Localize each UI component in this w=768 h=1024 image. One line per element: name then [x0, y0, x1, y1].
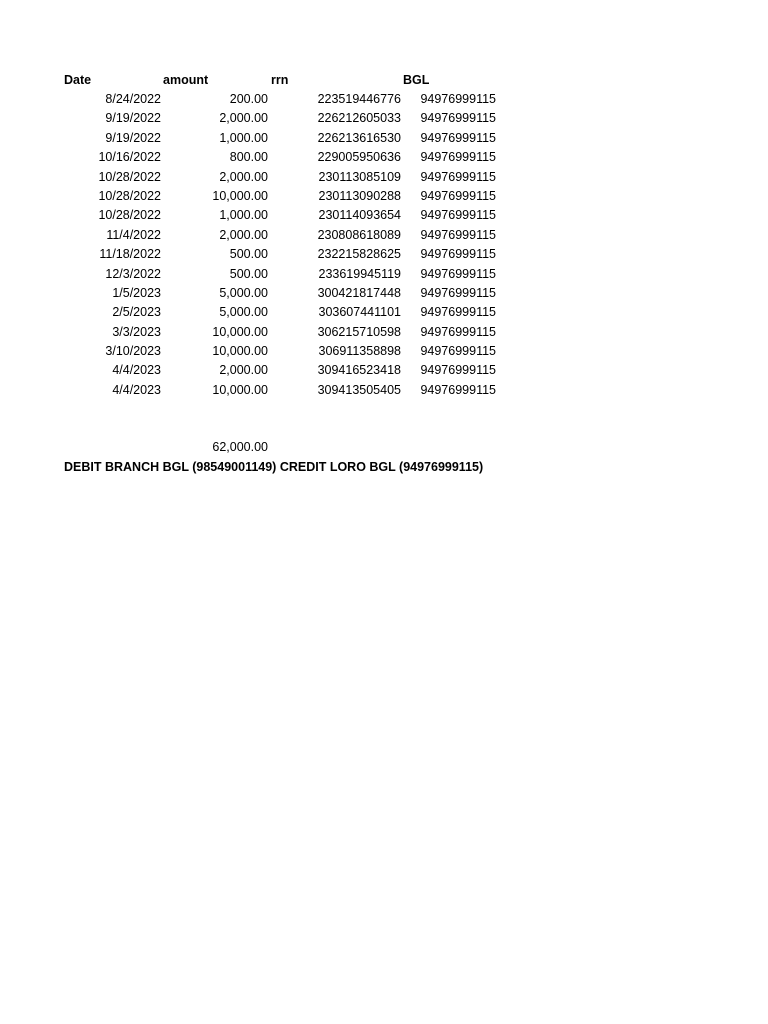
- cell-date: 8/24/2022: [105, 92, 161, 106]
- cell-date: 3/3/2023: [112, 324, 161, 339]
- cell-rrn: 230808618089: [317, 227, 401, 242]
- cell-bgl: 94976999115: [420, 150, 496, 165]
- table-row: [0, 129, 768, 148]
- cell-bgl: 94976999115: [420, 130, 496, 145]
- cell-date: 9/19/2022: [105, 111, 161, 126]
- cell-rrn: 230114093654: [318, 208, 401, 223]
- cell-amount: 5,000.00: [219, 305, 268, 320]
- cell-bgl: 94976999115: [420, 382, 496, 397]
- cell-amount: 500.00: [229, 266, 268, 281]
- cell-date: 11/18/2022: [99, 247, 161, 262]
- cell-rrn: 233619945119: [318, 266, 401, 281]
- cell-rrn: 223519446776: [317, 92, 401, 106]
- header-date: Date: [64, 73, 92, 87]
- cell-date: 3/10/2023: [105, 344, 161, 359]
- cell-bgl: 94976999115: [420, 111, 496, 126]
- cell-amount: 2,000.00: [219, 227, 268, 242]
- header-amount: amount: [163, 73, 209, 87]
- table-row: [0, 206, 768, 225]
- cell-date: 4/4/2023: [112, 363, 161, 378]
- cell-amount: 500.00: [229, 247, 268, 262]
- header-rrn: rrn: [271, 73, 289, 87]
- total-amount: 62,000.00: [212, 440, 268, 454]
- cell-bgl: 94976999115: [420, 247, 496, 262]
- cell-date: 2/5/2023: [112, 305, 161, 320]
- cell-rrn: 226213616530: [317, 130, 401, 145]
- table-row: [0, 109, 768, 128]
- cell-rrn: 306911358898: [318, 344, 401, 359]
- table-row: [0, 284, 768, 303]
- cell-bgl: 94976999115: [420, 188, 496, 203]
- cell-date: 10/28/2022: [98, 208, 161, 223]
- table-row: [0, 381, 768, 400]
- cell-rrn: 230113090288: [318, 188, 401, 203]
- cell-amount: 10,000.00: [212, 324, 268, 339]
- cell-amount: 200.00: [229, 92, 268, 106]
- table-row: [0, 90, 768, 109]
- posting-note: DEBIT BRANCH BGL (98549001149) CREDIT LORO BGL (94976999115): [64, 460, 484, 474]
- cell-amount: 800.00: [229, 150, 268, 165]
- cell-amount: 10,000.00: [212, 344, 268, 359]
- table-row: [0, 265, 768, 284]
- cell-date: 10/16/2022: [98, 150, 161, 165]
- cell-date: 9/19/2022: [105, 130, 161, 145]
- table-row: [0, 303, 768, 322]
- cell-bgl: 94976999115: [420, 208, 496, 223]
- cell-bgl: 94976999115: [420, 305, 496, 320]
- cell-bgl: 94976999115: [420, 324, 496, 339]
- cell-rrn: 309416523418: [317, 363, 401, 378]
- cell-rrn: 303607441101: [318, 305, 401, 320]
- cell-bgl: 94976999115: [420, 285, 496, 300]
- cell-bgl: 94976999115: [420, 92, 496, 106]
- cell-rrn: 229005950636: [317, 150, 401, 165]
- cell-rrn: 232215828625: [317, 247, 401, 262]
- cell-amount: 1,000.00: [219, 130, 268, 145]
- cell-bgl: 94976999115: [420, 344, 496, 359]
- cell-bgl: 94976999115: [420, 266, 496, 281]
- cell-bgl: 94976999115: [420, 169, 496, 184]
- cell-bgl: 94976999115: [420, 363, 496, 378]
- cell-amount: 2,000.00: [219, 111, 268, 126]
- cell-amount: 2,000.00: [219, 169, 268, 184]
- cell-rrn: 230113085109: [318, 169, 401, 184]
- cell-rrn: 300421817448: [317, 285, 401, 300]
- cell-amount: 5,000.00: [219, 285, 268, 300]
- transaction-table: [0, 90, 768, 400]
- cell-rrn: 306215710598: [317, 324, 401, 339]
- cell-date: 1/5/2023: [112, 285, 161, 300]
- table-row: [0, 323, 768, 342]
- cell-amount: 10,000.00: [212, 188, 268, 203]
- cell-rrn: 226212605033: [317, 111, 401, 126]
- table-row: [0, 342, 768, 361]
- cell-amount: 1,000.00: [219, 208, 268, 223]
- cell-date: 11/4/2022: [106, 227, 161, 242]
- cell-rrn: 309413505405: [317, 382, 401, 397]
- table-row: [0, 187, 768, 206]
- cell-date: 12/3/2022: [105, 266, 161, 281]
- table-row: [0, 226, 768, 245]
- cell-date: 4/4/2023: [112, 382, 161, 397]
- cell-date: 10/28/2022: [98, 188, 161, 203]
- table-row: [0, 168, 768, 187]
- cell-date: 10/28/2022: [98, 169, 161, 184]
- cell-amount: 10,000.00: [212, 382, 268, 397]
- table-row: [0, 245, 768, 264]
- cell-bgl: 94976999115: [420, 227, 496, 242]
- table-row: [0, 148, 768, 167]
- cell-amount: 2,000.00: [219, 363, 268, 378]
- header-bgl: BGL: [403, 73, 430, 87]
- table-row: [0, 361, 768, 380]
